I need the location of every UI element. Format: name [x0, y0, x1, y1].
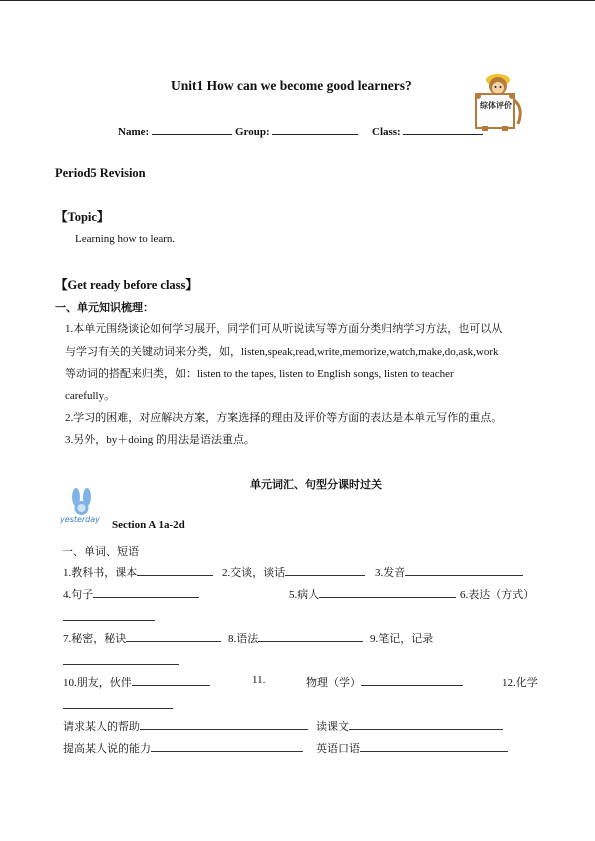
vocab-prompt: 3.发音: [375, 567, 406, 579]
phrase-prompt: 提高某人说的能力: [63, 743, 151, 755]
vocab-item: 12.化学: [502, 677, 538, 689]
vocab-item: [63, 630, 221, 646]
group-label: Group:: [235, 126, 270, 138]
vocab-item: [228, 630, 363, 646]
vocab-item: 6.表达（方式）: [460, 589, 535, 601]
answer-blank[interactable]: [63, 652, 179, 670]
answer-blank[interactable]: [319, 587, 456, 598]
class-field[interactable]: [372, 124, 483, 138]
bunny-logo-icon: [60, 488, 104, 528]
name-field[interactable]: [118, 124, 232, 138]
vocab-item: [63, 674, 210, 690]
vocab-prompt: 10.朋友，伙伴: [63, 677, 132, 689]
logo-text: yesterday: [60, 515, 100, 524]
document-title: Unit1 How can we become good learners?: [171, 78, 412, 93]
vocab-prompt: 1.教科书，课本: [63, 567, 138, 579]
group-field[interactable]: [235, 124, 358, 138]
period-heading: Period5 Revision: [55, 166, 146, 180]
group-blank[interactable]: [272, 124, 358, 135]
answer-blank[interactable]: [126, 631, 221, 642]
paragraph-line: carefully。: [65, 390, 116, 402]
evaluation-badge-icon: [468, 70, 528, 132]
answer-blank[interactable]: [140, 719, 308, 730]
answer-blank[interactable]: [349, 719, 503, 730]
answer-blank[interactable]: [285, 565, 365, 576]
answer-blank[interactable]: [93, 587, 199, 598]
vocab-item-number: 11.: [252, 674, 266, 686]
paragraph-line: 等动词的搭配来归类，如：listen to the tapes, listen to English songs, listen to teacher: [65, 368, 454, 380]
get-ready-heading: 【Get ready before class】: [55, 278, 198, 292]
answer-blank[interactable]: [63, 608, 155, 626]
name-blank[interactable]: [152, 124, 232, 135]
paragraph-line: 3.另外，by＋doing 的用法是语法重点。: [65, 434, 256, 446]
vocab-item: [289, 586, 456, 602]
answer-blank[interactable]: [361, 675, 463, 686]
answer-blank[interactable]: [258, 631, 363, 642]
class-blank[interactable]: [403, 124, 483, 135]
part-title: 一、单词、短语: [62, 546, 139, 558]
paragraph-line: 2.学习的困难，对应解决方案，方案选择的理由及评价等方面的表达是本单元写作的重点。: [65, 412, 503, 424]
answer-blank[interactable]: [405, 565, 523, 576]
answer-blank[interactable]: [360, 741, 508, 752]
answer-blank[interactable]: [151, 741, 303, 752]
vocab-prompt: 7.秘密，秘诀: [63, 633, 127, 645]
badge-text: 综体评价: [480, 101, 512, 110]
topic-heading: 【Topic】: [55, 210, 110, 224]
answer-blank[interactable]: [63, 696, 173, 714]
vocab-prompt: 5.病人: [289, 589, 320, 601]
class-label: Class:: [372, 126, 401, 138]
phrase-item: [316, 718, 503, 734]
vocab-prompt: 8.语法: [228, 633, 259, 645]
section-title: Section A 1a-2d: [112, 519, 185, 531]
vocab-item: [375, 564, 523, 580]
phrase-item: [63, 718, 308, 734]
vocab-section-heading: 单元词汇、句型分课时过关: [250, 479, 382, 491]
phrase-item: [63, 740, 303, 756]
phrase-prompt: 请求某人的帮助: [63, 721, 140, 733]
topic-text: Learning how to learn.: [75, 233, 176, 245]
vocab-prompt: 2.交谈，谈话: [222, 567, 286, 579]
paragraph-line: 与学习有关的关键动词来分类，如，listen,speak,read,write,memorize,watch,make,do,ask,work: [65, 346, 499, 358]
vocab-item: [306, 674, 463, 690]
phrase-item: [316, 740, 508, 756]
page-top-border: [0, 0, 595, 1]
vocab-item: [63, 586, 199, 602]
vocab-item: [63, 564, 213, 580]
vocab-prompt: 物理（学）: [306, 677, 361, 689]
vocab-item: 9.笔记，记录: [370, 633, 434, 645]
vocab-prompt: 4.句子: [63, 589, 94, 601]
vocab-item: [222, 564, 365, 580]
answer-blank[interactable]: [137, 565, 213, 576]
answer-blank[interactable]: [132, 675, 210, 686]
phrase-prompt: 英语口语: [316, 743, 360, 755]
paragraph-line: 1.本单元围绕谈论如何学习展开，同学们可从听说读写等方面分类归纳学习方法，也可以从: [65, 323, 503, 335]
name-label: Name:: [118, 126, 150, 138]
phrase-prompt: 读课文: [316, 721, 349, 733]
knowledge-subheading: 一、单元知识梳理：: [55, 301, 154, 314]
